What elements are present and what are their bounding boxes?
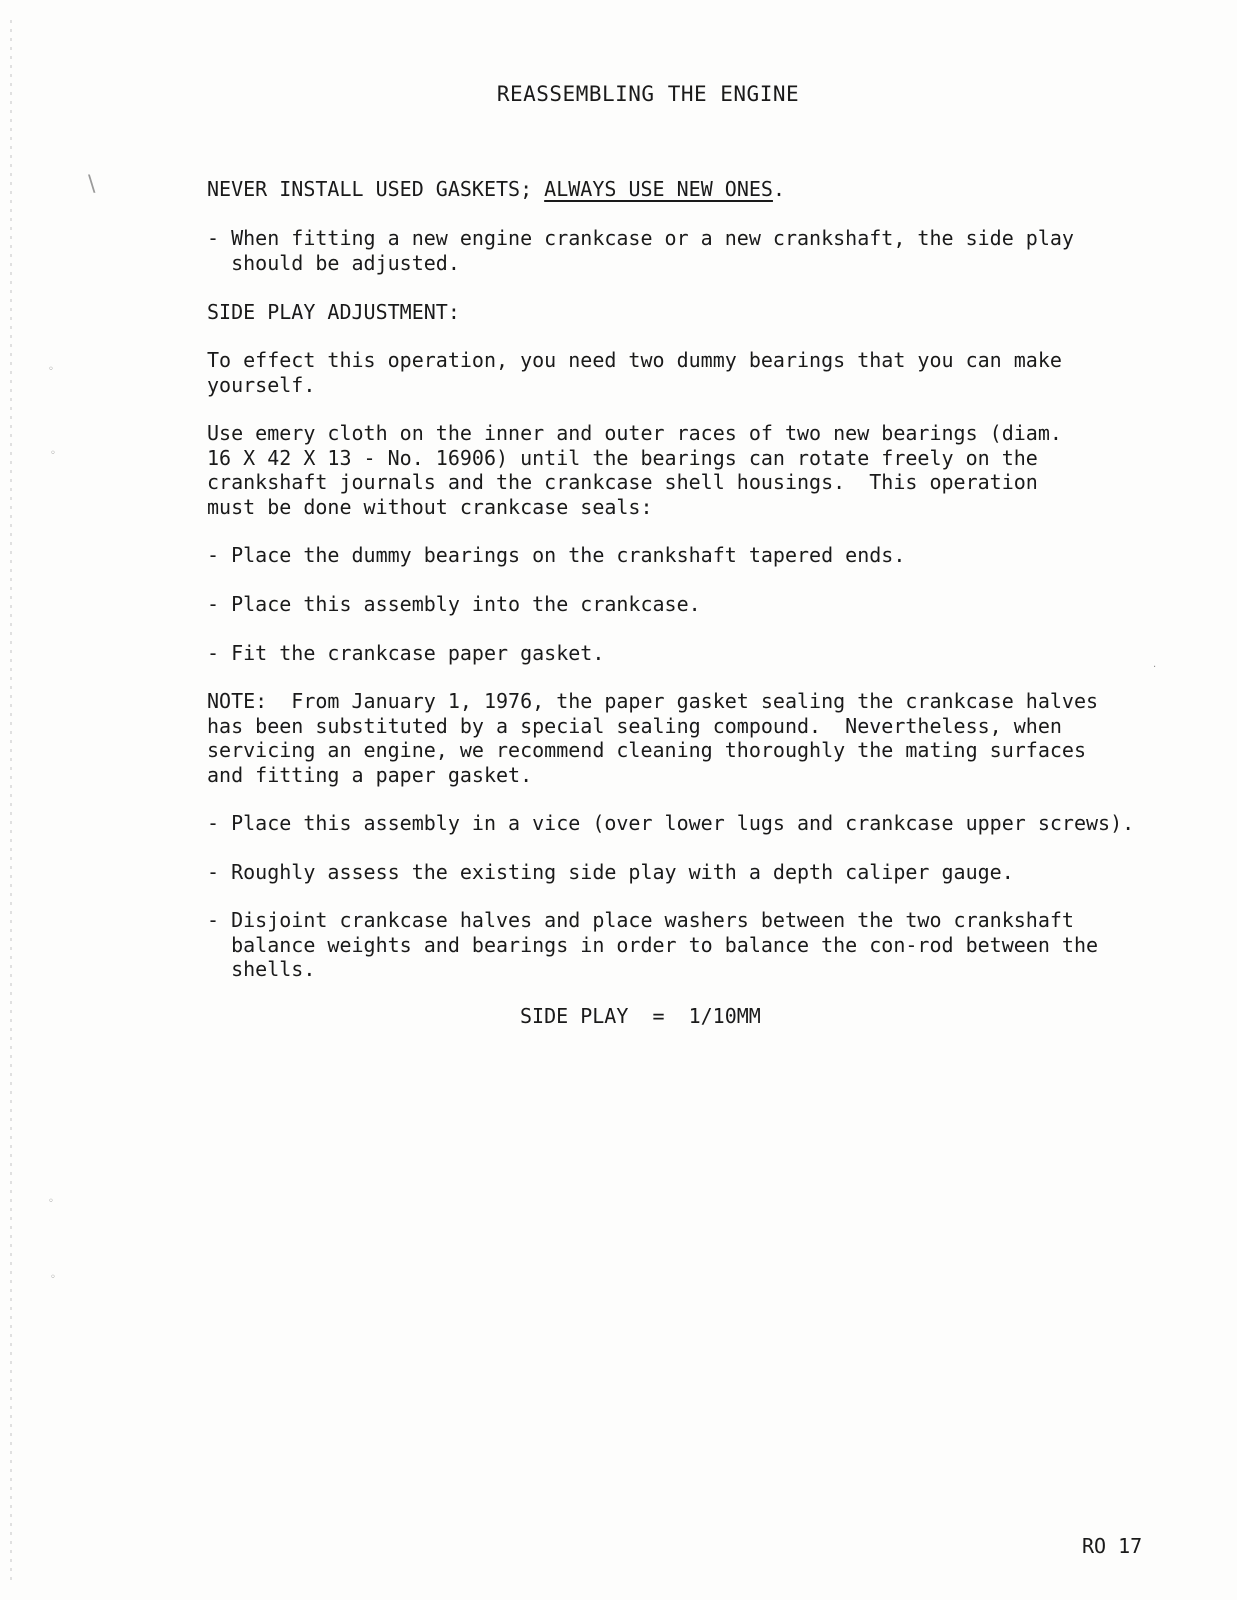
list-item: - Fit the crankcase paper gasket. bbox=[207, 641, 605, 665]
scan-binding-edge bbox=[10, 20, 12, 1580]
list-item: - Place the dummy bearings on the crankshaft tapered ends. bbox=[207, 543, 906, 567]
list-item: - Place this assembly in a vice (over lower lugs and crankcase upper screws). bbox=[207, 811, 1135, 835]
list-item: - Place this assembly into the crankcase. bbox=[207, 592, 701, 616]
gasket-warning bbox=[207, 177, 785, 202]
page-number: RO 17 bbox=[1082, 1534, 1143, 1558]
scan-speck: ◦ bbox=[50, 448, 56, 459]
note-paragraph: NOTE: From January 1, 1976, the paper gasket sealing the crankcase halves has been substituted by a special sealing compound. Nevertheless, when servicing an engine, we recommend cleaning thoroughly the mating surfaces and fitting a paper gasket. bbox=[207, 689, 1099, 787]
page-title: REASSEMBLING THE ENGINE bbox=[496, 82, 800, 106]
scan-speck: ◦ bbox=[48, 364, 54, 375]
paragraph-emery-cloth: Use emery cloth on the inner and outer races of two new bearings (diam. 16 X 42 X 13 - No. 16906) until the bearings can rotate freely on the crankshaft journals and the crankcase shell housings. This operation must be done without crankcase seals: bbox=[207, 421, 1062, 519]
scan-speck: · bbox=[1153, 662, 1157, 673]
list-item: - Disjoint crankcase halves and place washers between the two crankshaft balance weights and bearings in order to balance the con-rod between the shells. bbox=[207, 908, 1099, 981]
scan-speck: ◦ bbox=[50, 1272, 56, 1283]
scan-speck: ◦ bbox=[48, 1196, 54, 1207]
warning-trail: . bbox=[772, 177, 785, 201]
warning-underlined: ALWAYS USE NEW ONES bbox=[544, 177, 773, 201]
scan-speck: \ bbox=[88, 172, 96, 197]
warning-lead: NEVER INSTALL USED GASKETS; bbox=[207, 177, 545, 201]
list-item: - Roughly assess the existing side play with a depth caliper gauge. bbox=[207, 860, 1014, 884]
section-heading: SIDE PLAY ADJUSTMENT: bbox=[207, 300, 460, 324]
side-play-formula: SIDE PLAY = 1/10MM bbox=[520, 1004, 761, 1028]
paragraph-dummy-bearings: To effect this operation, you need two dummy bearings that you can make yourself. bbox=[207, 348, 1062, 397]
intro-list-item: - When fitting a new engine crankcase or a new crankshaft, the side play should be adjusted. bbox=[207, 226, 1074, 275]
